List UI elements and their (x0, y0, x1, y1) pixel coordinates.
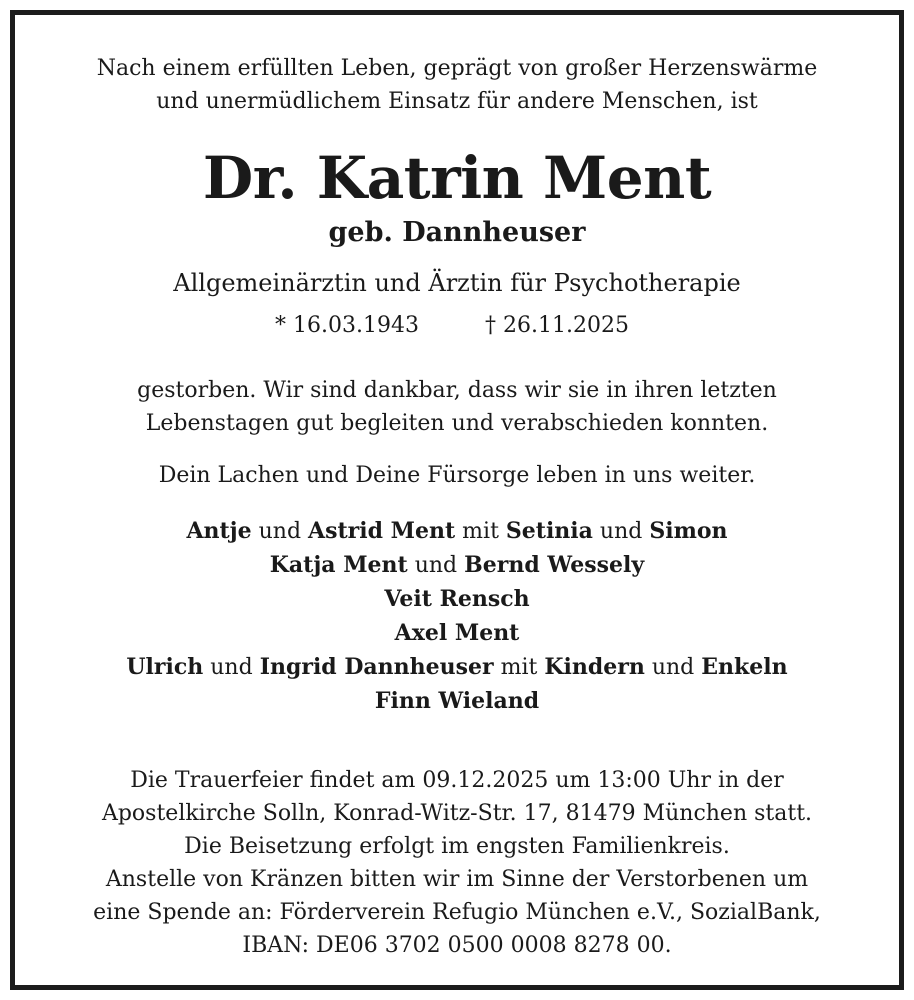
legacy-line: Dein Lachen und Deine Fürsorge leben in uns weiter. (158, 463, 756, 488)
birth-date: * 16.03.1943 (275, 313, 419, 338)
connector: und (407, 553, 465, 578)
connector: und (644, 655, 702, 680)
connector: und (592, 519, 650, 544)
birth-name: geb. Dannheuser (328, 217, 586, 248)
family-name: Kindern (544, 654, 645, 680)
connector: mit (493, 655, 545, 680)
family-row-3 (0, 585, 914, 614)
family-row-2 (0, 551, 914, 580)
family-row-6 (0, 687, 914, 716)
death-date: † 26.11.2025 (485, 313, 629, 338)
service-line-1: Die Trauerfeier findet am 09.12.2025 um 13:00 Uhr in der (130, 768, 784, 793)
service-line-5: eine Spende an: Förderverein Refugio München e.V., SozialBank, (93, 900, 821, 925)
intro-line-2: und unermüdlichem Einsatz für andere Menschen, ist (156, 89, 758, 114)
message-line-1: gestorben. Wir sind dankbar, dass wir sie in ihren letzten (137, 378, 777, 403)
family-name: Astrid Ment (308, 518, 456, 544)
family-name: Setinia (505, 518, 593, 544)
family-name: Enkeln (701, 654, 788, 680)
connector: und (251, 519, 309, 544)
family-row-1 (0, 517, 914, 546)
family-name: Axel Ment (394, 620, 520, 646)
service-line-4: Anstelle von Kränzen bitten wir im Sinne der Verstorbenen um (105, 867, 809, 892)
family-name: Antje (186, 518, 252, 544)
family-name: Ingrid Dannheuser (259, 654, 494, 680)
profession: Allgemeinärztin und Ärztin für Psychotherapie (173, 269, 741, 297)
intro-line-1: Nach einem erfüllten Leben, geprägt von großer Herzenswärme (96, 56, 818, 81)
connector: und (203, 655, 260, 680)
deceased-name: Dr. Katrin Ment (202, 144, 712, 212)
connector: mit (455, 519, 506, 544)
family-name: Ulrich (126, 654, 204, 680)
family-row-5 (0, 653, 914, 682)
service-line-3: Die Beisetzung erfolgt im engsten Familienkreis. (184, 834, 730, 859)
service-line-6: IBAN: DE06 3702 0500 0008 8278 00. (242, 933, 672, 958)
family-name: Simon (649, 518, 728, 544)
family-name: Veit Rensch (384, 586, 530, 612)
family-name: Bernd Wessely (464, 552, 645, 578)
family-row-4 (0, 619, 914, 648)
family-name: Finn Wieland (374, 688, 540, 714)
message-line-2: Lebenstagen gut begleiten und verabschieden konnten. (145, 411, 769, 436)
service-line-2: Apostelkirche Solln, Konrad-Witz-Str. 17, 81479 München statt. (101, 801, 813, 826)
family-name: Katja Ment (269, 552, 408, 578)
